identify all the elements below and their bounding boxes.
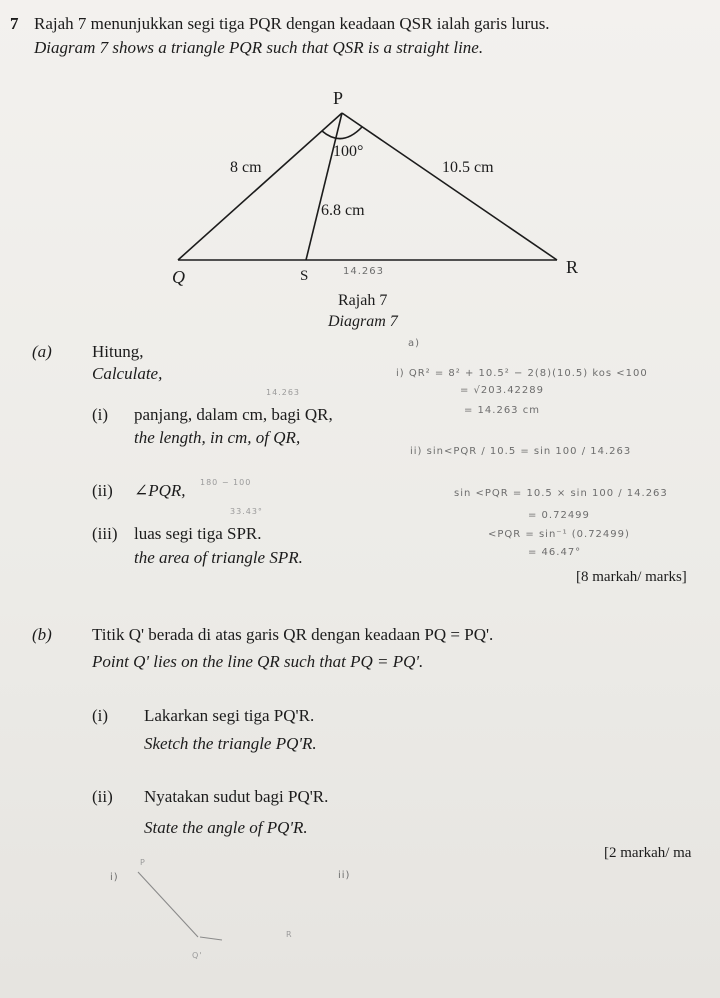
side-pq bbox=[178, 113, 342, 260]
label-angle-p: 100° bbox=[333, 143, 364, 160]
hw-ii-line1: ii) sin<PQR / 10.5 = sin 100 / 14.263 bbox=[410, 446, 632, 457]
vertex-q: Q bbox=[172, 267, 185, 287]
part-b-ii-malay: Nyatakan sudut bagi PQ'R. bbox=[144, 787, 329, 806]
hw-b-i: i) bbox=[110, 872, 119, 883]
part-b-i-malay: Lakarkan segi tiga PQ'R. bbox=[144, 706, 315, 725]
angle-p-arc bbox=[322, 127, 362, 139]
part-a-iii-english: the area of triangle SPR. bbox=[134, 548, 303, 567]
hw-faint-angle-sum: 180 − 100 bbox=[200, 478, 252, 487]
part-b-english: Point Q' lies on the line QR such that PQ = PQ'. bbox=[92, 652, 424, 671]
part-a-marks: [8 markah/ marks] bbox=[576, 569, 687, 585]
hw-a-heading: a) bbox=[408, 338, 421, 349]
part-b-malay: Titik Q' berada di atas garis QR dengan keadaan PQ = PQ'. bbox=[92, 625, 494, 644]
part-b-marks: [2 markah/ ma bbox=[604, 845, 692, 861]
hw-i-line3: = 14.263 cm bbox=[464, 405, 540, 416]
hw-i-line1: i) QR² = 8² + 10.5² − 2(8)(10.5) kos <100 bbox=[396, 368, 648, 379]
hw-sketch-r: R bbox=[286, 930, 293, 939]
question-number: 7 bbox=[10, 14, 19, 33]
part-a-ii-malay: ∠PQR, bbox=[134, 481, 186, 500]
sketch-line-pq bbox=[138, 872, 198, 937]
part-a-title-english: Calculate, bbox=[92, 364, 163, 383]
question-intro-malay: Rajah 7 menunjukkan segi tiga PQR dengan keadaan QSR ialah garis lurus. bbox=[34, 14, 550, 33]
hw-ii-line5: = 46.47° bbox=[528, 547, 582, 558]
part-a-title-malay: Hitung, bbox=[92, 342, 144, 361]
question-intro-english: Diagram 7 shows a triangle PQR such that QSR is a straight line. bbox=[34, 38, 484, 57]
hw-ii-line4: <PQR = sin⁻¹ (0.72499) bbox=[488, 529, 630, 540]
label-pq-length: 8 cm bbox=[230, 159, 262, 176]
part-a-i-number: (i) bbox=[92, 405, 109, 424]
part-a-iii-malay: luas segi tiga SPR. bbox=[134, 524, 262, 543]
part-b-i-number: (i) bbox=[92, 706, 109, 725]
hw-faint-angle: 33.43° bbox=[230, 507, 263, 516]
hw-sketch-p: P bbox=[140, 858, 146, 867]
hw-ii-line2: sin <PQR = 10.5 × sin 100 / 14.263 bbox=[454, 488, 668, 499]
diagram-caption-malay: Rajah 7 bbox=[338, 292, 388, 309]
part-a-label: (a) bbox=[32, 342, 52, 361]
diagram-caption-english: Diagram 7 bbox=[328, 313, 398, 330]
part-b-ii-english: State the angle of PQ'R. bbox=[144, 818, 308, 837]
hw-faint-qr: 14.263 bbox=[266, 388, 300, 397]
hw-sketch-q: Q' bbox=[192, 951, 203, 960]
sketch-line-qr bbox=[200, 937, 222, 940]
hw-i-line2: = √203.42289 bbox=[460, 385, 545, 396]
part-b-i-english: Sketch the triangle PQ'R. bbox=[144, 734, 317, 753]
part-a-i-english: the length, in cm, of QR, bbox=[134, 428, 301, 447]
side-pr bbox=[342, 113, 557, 260]
vertex-s: S bbox=[300, 268, 309, 284]
part-b-ii-number: (ii) bbox=[92, 787, 113, 806]
vertex-r: R bbox=[566, 257, 579, 277]
part-b-label: (b) bbox=[32, 625, 52, 644]
part-a-ii-number: (ii) bbox=[92, 481, 113, 500]
part-a-i-malay: panjang, dalam cm, bagi QR, bbox=[134, 405, 333, 424]
handwritten-qr-length: 14.263 bbox=[343, 266, 384, 277]
label-pr-length: 10.5 cm bbox=[442, 159, 494, 176]
hw-ii-line3: = 0.72499 bbox=[528, 510, 590, 521]
label-ps-length: 6.8 cm bbox=[321, 202, 365, 219]
segment-ps bbox=[306, 113, 342, 260]
part-a-iii-number: (iii) bbox=[92, 524, 118, 543]
vertex-p: P bbox=[333, 88, 344, 108]
hw-b-ii: ii) bbox=[338, 870, 351, 881]
